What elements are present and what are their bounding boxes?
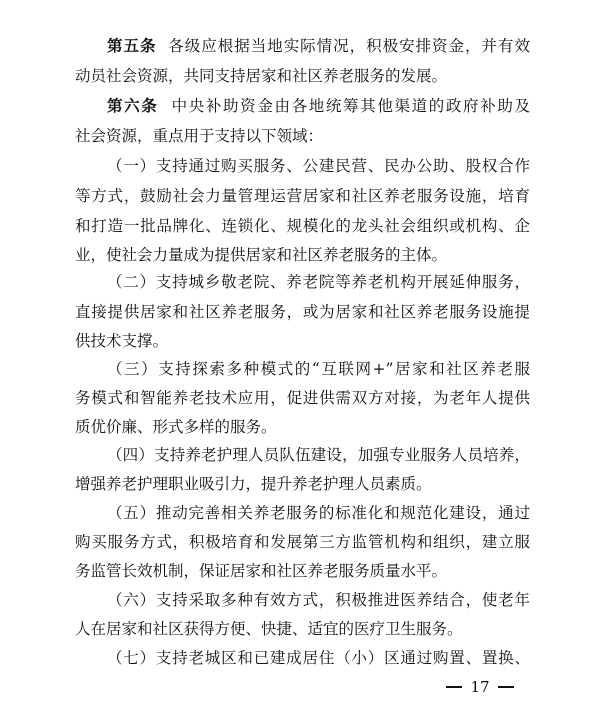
item-5-line-3: 务监管长效机制，保证居家和社区养老服务质量水平。 xyxy=(75,562,448,580)
item-2-line-2: 直接提供居家和社区养老服务，或为居家和社区养老服务设施提 xyxy=(75,303,530,321)
item-1-line-2: 等方式，鼓励社会力量管理运营居家和社区养老服务设施，培育 xyxy=(75,187,530,205)
item-5-line-2: 购买服务方式，积极培育和发展第三方监管机构和组织，建立服 xyxy=(75,533,530,551)
item-4-line-2: 增强养老护理职业吸引力，提升养老护理人员素质。 xyxy=(75,475,432,493)
article-5-label: 第五条 xyxy=(107,37,157,55)
page-number: 17 xyxy=(470,678,490,696)
footer-dash-left xyxy=(446,686,462,688)
item-2-line-3: 供技术支撑。 xyxy=(75,332,169,350)
footer-dash-right xyxy=(498,686,514,688)
item-1-line-4: 业，使社会力量成为提供居家和社区养老服务的主体。 xyxy=(75,246,448,264)
item-2-line-1: （二）支持城乡敬老院、养老院等养老机构开展延伸服务， xyxy=(107,273,530,291)
page-footer xyxy=(430,676,530,698)
article-5-line-2: 动员社会资源，共同支持居家和社区养老服务的发展。 xyxy=(75,67,448,85)
article-6-line-1: 第六条 中央补助资金由各地统筹其他渠道的政府补助及 xyxy=(107,97,530,115)
item-6-line-1: （六）支持采取多种有效方式，积极推进医养结合，使老年 xyxy=(107,591,530,609)
item-7-line-1: （七）支持老城区和已建成居住（小）区通过购置、置换、 xyxy=(107,649,530,667)
article-6-label: 第六条 xyxy=(107,97,159,115)
article-5-line-1: 第五条 各级应根据当地实际情况，积极安排资金，并有效 xyxy=(107,37,530,55)
item-3-line-1: （三）支持探索多种模式的“互联网+”居家和社区养老服 xyxy=(107,360,530,378)
article-6-line-2: 社会资源，重点用于支持以下领域： xyxy=(75,127,324,145)
item-6-line-2: 人在居家和社区获得方便、快捷、适宜的医疗卫生服务。 xyxy=(75,620,463,638)
item-5-line-1: （五）推动完善相关养老服务的标准化和规范化建设，通过 xyxy=(107,504,530,522)
item-1-line-3: 和打造一批品牌化、连锁化、规模化的龙头社会组织或机构、企 xyxy=(75,217,530,235)
item-3-line-3: 质优价廉、形式多样的服务。 xyxy=(75,418,277,436)
item-4-line-1: （四）支持养老护理人员队伍建设，加强专业服务人员培养， xyxy=(107,446,530,464)
item-1-line-1: （一）支持通过购买服务、公建民营、民办公助、股权合作 xyxy=(107,157,530,175)
item-3-line-2: 务模式和智能养老技术应用，促进供需双方对接，为老年人提供 xyxy=(75,389,530,407)
